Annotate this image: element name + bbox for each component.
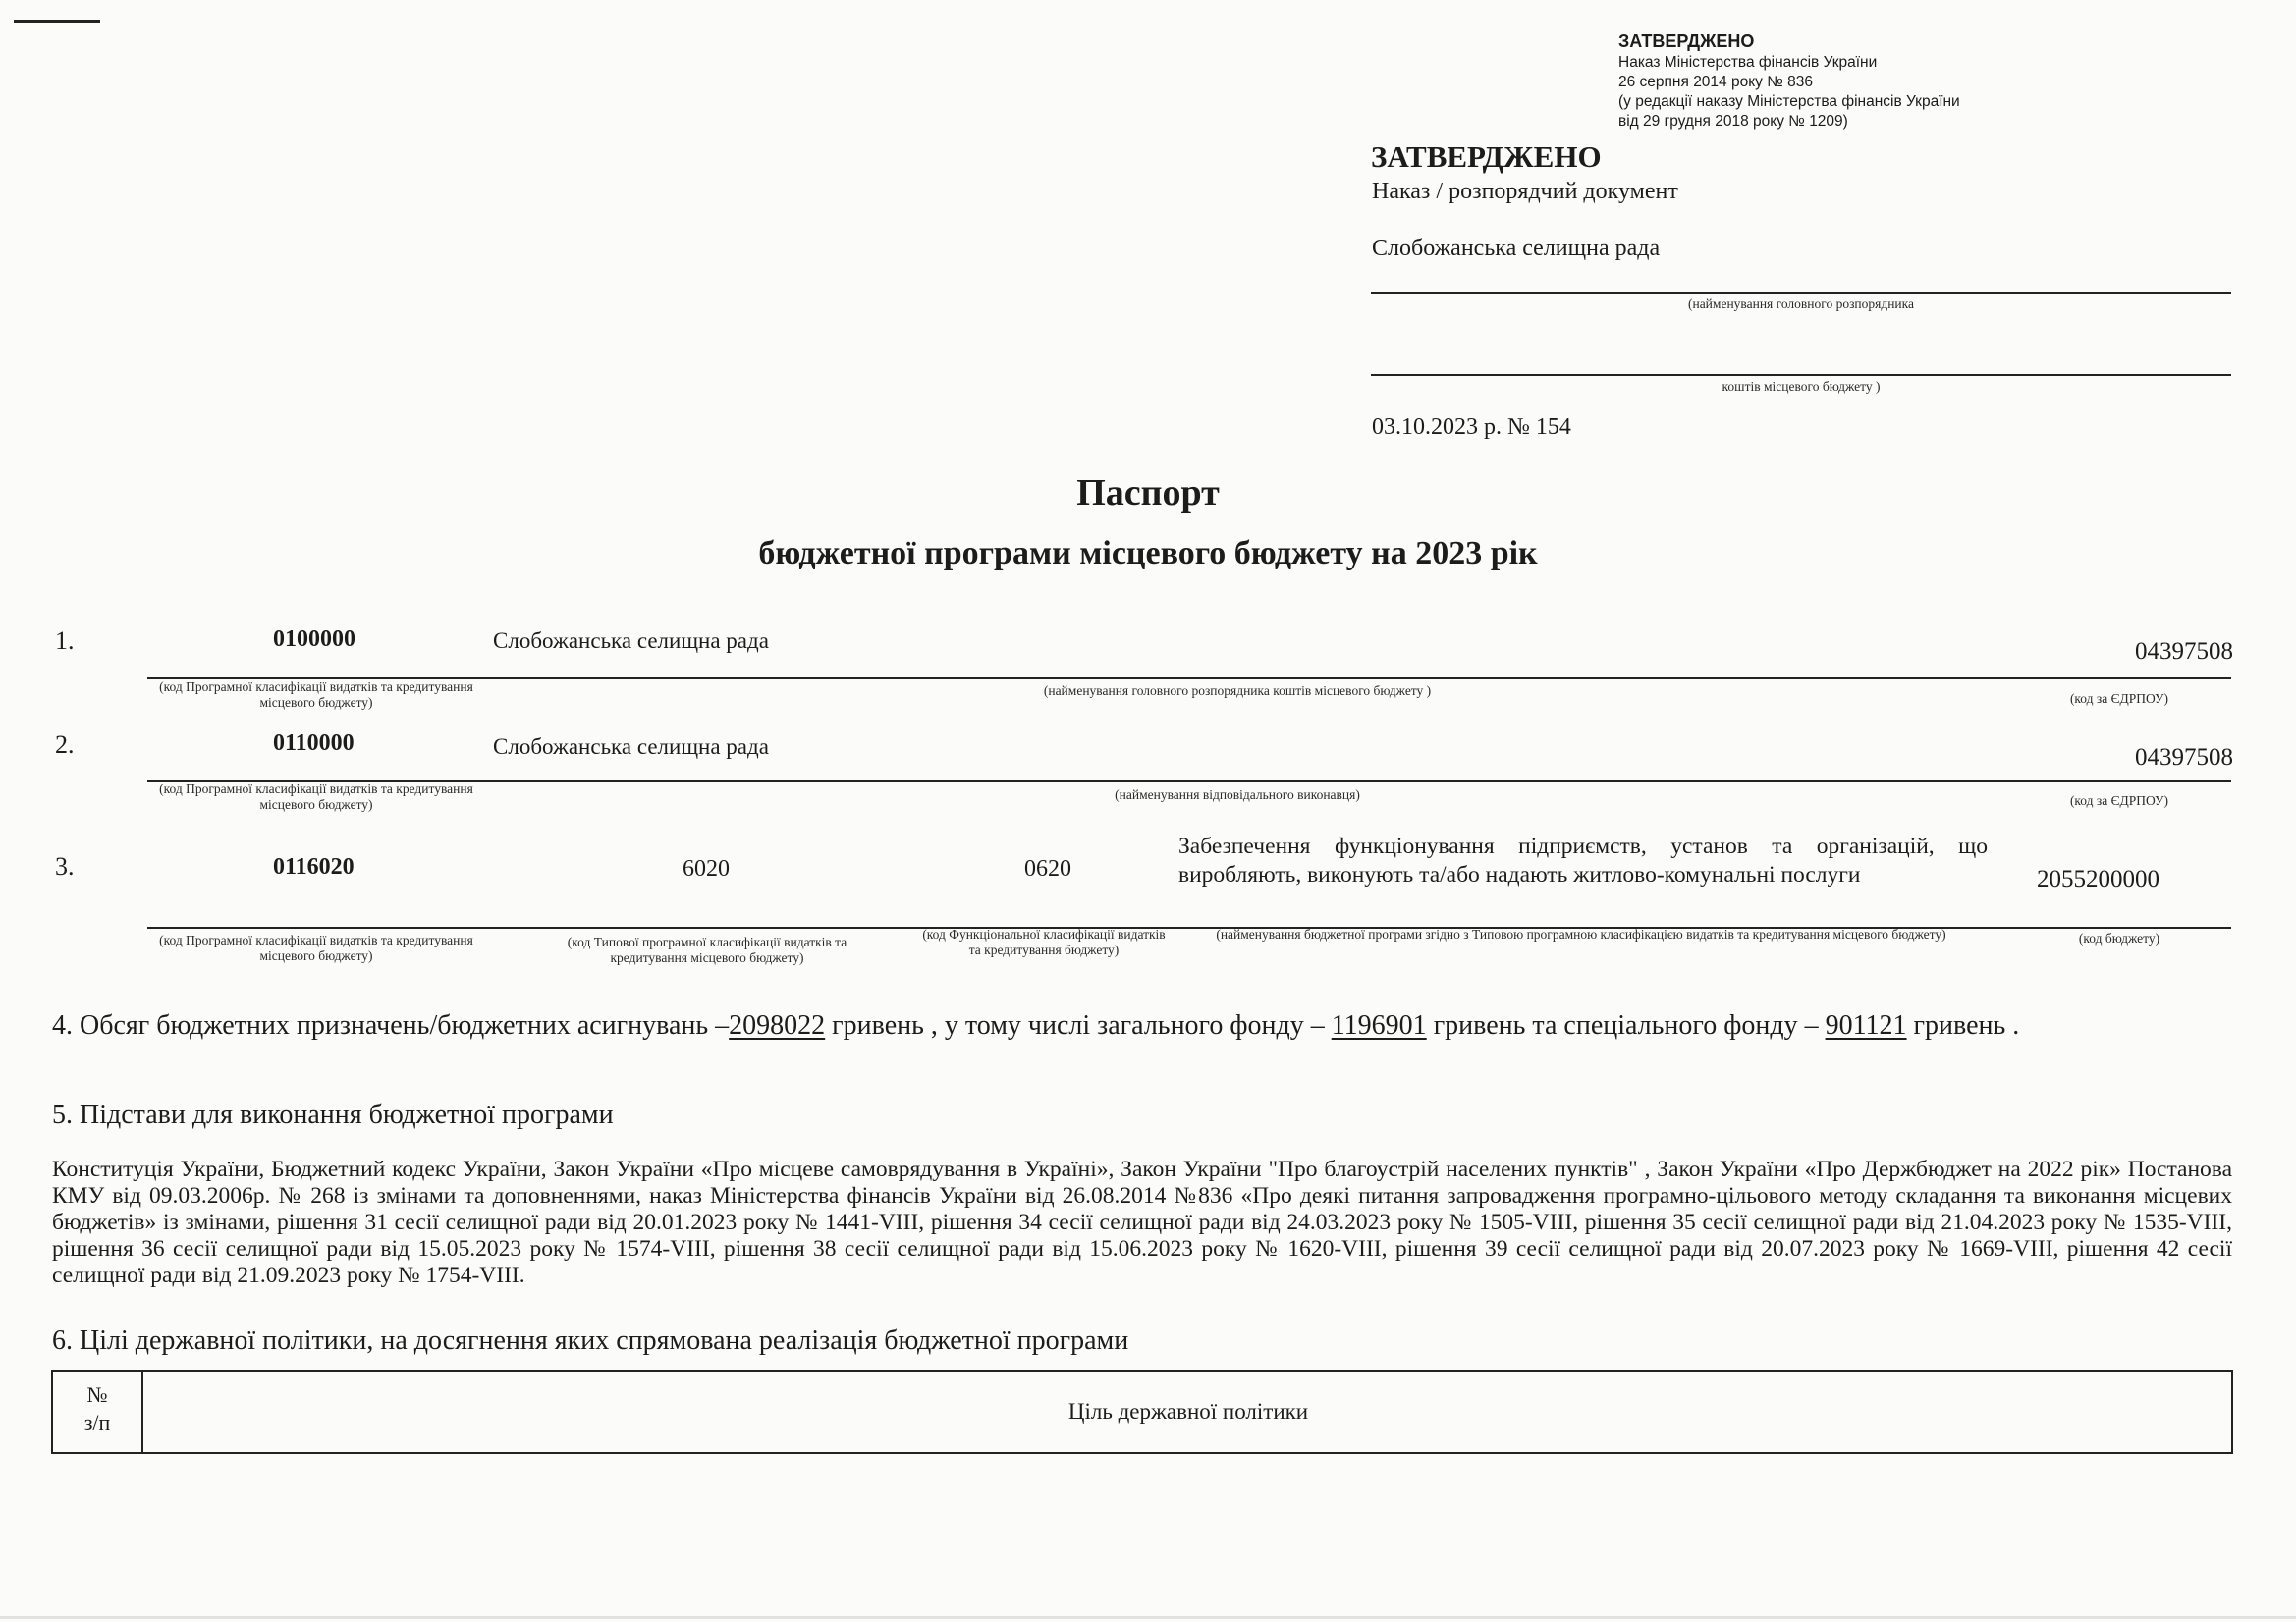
- approval-date-number: 03.10.2023 р. № 154: [1372, 414, 1571, 440]
- document-title: Паспорт: [1076, 472, 1220, 514]
- stamp-line: 26 серпня 2014 року № 836: [1618, 74, 1814, 90]
- functional-code: 0620: [1024, 856, 1071, 882]
- field-caption: (найменування бюджетної програми згідно з Типовою програмною класифікацією видатків та кредитування місцевого бюджету): [1216, 927, 1946, 942]
- ministry-approval-stamp: [1618, 29, 1960, 132]
- field-caption: (код Програмної класифікації видатків та кредитування місцевого бюджету): [159, 782, 473, 812]
- document-subtitle: бюджетної програми місцевого бюджету на 2023 рік: [758, 535, 1538, 571]
- field-caption: (найменування головного розпорядника коштів місцевого бюджету ): [1043, 683, 1432, 698]
- section-4-text: гривень .: [1906, 1010, 2020, 1041]
- total-amount: 2098022: [729, 1010, 826, 1041]
- section-6-heading: 6. Цілі державної політики, на досягнення яких спрямована реалізація бюджетної програми: [52, 1325, 1129, 1356]
- section-4-budget-volume: [52, 1009, 2232, 1042]
- section-5-heading: 5. Підстави для виконання бюджетної програми: [52, 1100, 614, 1130]
- field-caption: (код Функціональної класифікації видатків та кредитування бюджету): [922, 927, 1166, 957]
- edrpou-code: 04397508: [2135, 744, 2233, 771]
- executor-name: Слобожанська селищна рада: [493, 734, 769, 759]
- approval-caption: коштів місцевого бюджету ): [1722, 379, 1881, 394]
- col-number-label: №: [86, 1382, 108, 1407]
- approval-manager-name: Слобожанська селищна рада: [1372, 236, 1661, 261]
- general-fund-amount: 1196901: [1331, 1010, 1427, 1041]
- approval-title: ЗАТВЕРДЖЕНО: [1371, 139, 1602, 174]
- field-caption: (найменування відповідального виконавця): [1115, 787, 1360, 802]
- approval-doc-type: Наказ / розпорядчий документ: [1372, 179, 1678, 204]
- field-caption: (код Програмної класифікації видатків та кредитування місцевого бюджету): [159, 679, 473, 710]
- section-4-text: гривень , у тому числі загального фонду –: [825, 1010, 1332, 1041]
- budget-code: 2055200000: [2037, 866, 2159, 892]
- field-caption: (код за ЄДРПОУ): [2069, 793, 2169, 808]
- section-4-text: гривень та спеціального фонду –: [1426, 1010, 1826, 1041]
- stamp-line: від 29 грудня 2018 року № 1209): [1618, 113, 1848, 130]
- field-caption: (код Типової програмної класифікації видатків та кредитування місцевого бюджету): [567, 935, 847, 965]
- program-code: 0100000: [273, 626, 355, 652]
- row-number: 3.: [55, 852, 75, 881]
- approval-line: [1371, 374, 2231, 376]
- typical-program-code: 6020: [683, 856, 730, 882]
- manager-name: Слобожанська селищна рада: [493, 628, 769, 653]
- edrpou-code: 04397508: [2135, 638, 2233, 665]
- stamp-title: ЗАТВЕРДЖЕНО: [1618, 31, 1755, 51]
- field-caption: (код бюджету): [2078, 931, 2160, 946]
- program-code: 0110000: [273, 730, 355, 756]
- section-5-legal-basis: Конституція України, Бюджетний кодекс України, Закон України «Про місцеве самоврядування в Україні», Закон України "Про благоустрій населених пунктів" , Закон України «Про Держбюджет на 2022 рік» Постанова КМУ від 09.03.2006р. № 268 із змінами та доповненнями, наказ Міністерства фінансів України від 26.08.2014 №836 «Про деякі питання запровадження програмно-цільового методу складання та виконання місцевих бюджетів» із змінами, рішення 31 сесії селищної ради від 20.01.2023 року № 1441-VIII, рішення 34 сесії селищної ради від 24.03.2023 року № 1505-VIII, рішення 35 сесії селищної ради від 21.04.2023 року № 1535-VIII, рішення 36 сесії селищної ради від 15.05.2023 року № 1574-VIII, рішення 38 сесії селищної ради від 15.06.2023 року № 1620-VIII, рішення 39 сесії селищної ради від 20.07.2023 року № 1669-VIII, рішення 42 сесії селищної ради від 21.09.2023 року № 1754-VIII.: [52, 1157, 2232, 1288]
- row-number: 1.: [55, 626, 75, 655]
- col-goal-header: Ціль державної політики: [1067, 1399, 1309, 1424]
- col-number-label: з/п: [83, 1410, 111, 1434]
- approval-line: [1371, 292, 2231, 294]
- field-caption: (код Програмної класифікації видатків та кредитування місцевого бюджету): [159, 933, 473, 963]
- section-4-text: 4. Обсяг бюджетних призначень/бюджетних асигнувань –: [52, 1010, 730, 1041]
- row-number: 2.: [55, 730, 75, 759]
- col-number-header: [53, 1372, 143, 1452]
- approval-caption: (найменування головного розпорядника: [1687, 297, 1915, 311]
- stamp-line: (у редакції наказу Міністерства фінансів України: [1618, 93, 1960, 110]
- scan-edge: [0, 1616, 2296, 1619]
- program-code: 0116020: [273, 854, 355, 880]
- special-fund-amount: 901121: [1825, 1010, 1907, 1041]
- goals-table: [51, 1370, 2233, 1454]
- field-caption: (код за ЄДРПОУ): [2069, 691, 2169, 706]
- stamp-line: Наказ Міністерства фінансів України: [1618, 54, 1878, 71]
- scan-mark: [14, 20, 100, 23]
- budget-program-name: Забезпечення функціонування підприємств, установ та організацій, що виробляють, виконують та/або надають житлово-комунальні послуги: [1178, 834, 1988, 888]
